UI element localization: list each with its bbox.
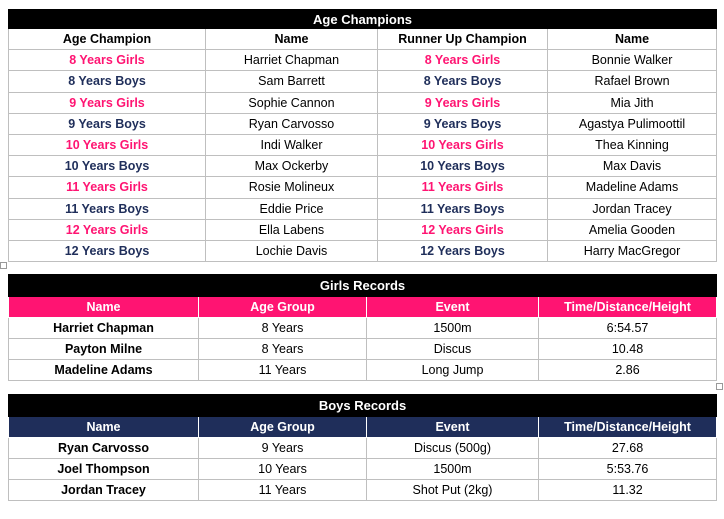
table-row bbox=[9, 480, 717, 501]
champion-cell: Sophie Cannon bbox=[206, 92, 378, 113]
record-event-cell: Discus (500g) bbox=[367, 438, 539, 459]
girls-records-header-row bbox=[9, 297, 717, 318]
record-age-cell: 8 Years bbox=[199, 318, 367, 339]
boys-records-header-row bbox=[9, 417, 717, 438]
record-result-cell: 2.86 bbox=[539, 360, 717, 381]
record-event-cell: Long Jump bbox=[367, 360, 539, 381]
runner-cell: Bonnie Walker bbox=[548, 50, 717, 71]
runner-group-cell: 9 Years Boys bbox=[378, 113, 548, 134]
runner-cell: Jordan Tracey bbox=[548, 198, 717, 219]
boys-records-title: Boys Records bbox=[9, 395, 717, 417]
record-age-cell: 8 Years bbox=[199, 339, 367, 360]
runner-cell: Agastya Pulimoottil bbox=[548, 113, 717, 134]
age-group-cell: 9 Years Girls bbox=[9, 92, 206, 113]
table-row bbox=[9, 219, 717, 240]
age-champions-title-row bbox=[9, 10, 717, 29]
girls-records-title-row bbox=[9, 275, 717, 297]
boys-records-title-row bbox=[9, 395, 717, 417]
runner-cell: Amelia Gooden bbox=[548, 219, 717, 240]
champion-cell: Rosie Molineux bbox=[206, 177, 378, 198]
age-group-cell: 12 Years Boys bbox=[9, 240, 206, 261]
record-event-cell: Discus bbox=[367, 339, 539, 360]
champion-cell: Max Ockerby bbox=[206, 156, 378, 177]
table-row bbox=[9, 198, 717, 219]
header-age-champion: Age Champion bbox=[9, 29, 206, 50]
record-name-cell: Harriet Chapman bbox=[9, 318, 199, 339]
age-group-cell: 10 Years Boys bbox=[9, 156, 206, 177]
boys-records-table bbox=[8, 394, 717, 501]
table-row bbox=[9, 134, 717, 155]
age-group-cell: 11 Years Girls bbox=[9, 177, 206, 198]
runner-group-cell: 12 Years Girls bbox=[378, 219, 548, 240]
header-runner-name: Name bbox=[548, 29, 717, 50]
record-name-cell: Madeline Adams bbox=[9, 360, 199, 381]
header-runner-up: Runner Up Champion bbox=[378, 29, 548, 50]
age-champions-header-row bbox=[9, 29, 717, 50]
table-row bbox=[9, 318, 717, 339]
girls-records-table bbox=[8, 274, 717, 381]
header-name: Name bbox=[206, 29, 378, 50]
table-row bbox=[9, 92, 717, 113]
age-group-cell: 12 Years Girls bbox=[9, 219, 206, 240]
header-result: Time/Distance/Height bbox=[539, 297, 717, 318]
age-group-cell: 10 Years Girls bbox=[9, 134, 206, 155]
record-name-cell: Joel Thompson bbox=[9, 459, 199, 480]
record-event-cell: 1500m bbox=[367, 318, 539, 339]
runner-group-cell: 12 Years Boys bbox=[378, 240, 548, 261]
table-row bbox=[9, 113, 717, 134]
record-age-cell: 10 Years bbox=[199, 459, 367, 480]
runner-group-cell: 11 Years Girls bbox=[378, 177, 548, 198]
champion-cell: Indi Walker bbox=[206, 134, 378, 155]
record-event-cell: 1500m bbox=[367, 459, 539, 480]
age-group-cell: 8 Years Girls bbox=[9, 50, 206, 71]
age-champions-table bbox=[8, 9, 717, 262]
champion-cell: Eddie Price bbox=[206, 198, 378, 219]
girls-records-title: Girls Records bbox=[9, 275, 717, 297]
runner-cell: Harry MacGregor bbox=[548, 240, 717, 261]
runner-group-cell: 8 Years Boys bbox=[378, 71, 548, 92]
header-age-group: Age Group bbox=[199, 297, 367, 318]
runner-group-cell: 10 Years Girls bbox=[378, 134, 548, 155]
table-row bbox=[9, 50, 717, 71]
header-name: Name bbox=[9, 417, 199, 438]
record-name-cell: Payton Milne bbox=[9, 339, 199, 360]
record-age-cell: 11 Years bbox=[199, 480, 367, 501]
record-name-cell: Jordan Tracey bbox=[9, 480, 199, 501]
table-row bbox=[9, 156, 717, 177]
record-name-cell: Ryan Carvosso bbox=[9, 438, 199, 459]
table-row bbox=[9, 240, 717, 261]
table-row bbox=[9, 459, 717, 480]
record-result-cell: 6:54.57 bbox=[539, 318, 717, 339]
record-result-cell: 27.68 bbox=[539, 438, 717, 459]
record-age-cell: 11 Years bbox=[199, 360, 367, 381]
record-event-cell: Shot Put (2kg) bbox=[367, 480, 539, 501]
record-result-cell: 11.32 bbox=[539, 480, 717, 501]
runner-cell: Max Davis bbox=[548, 156, 717, 177]
champion-cell: Lochie Davis bbox=[206, 240, 378, 261]
table-row bbox=[9, 438, 717, 459]
record-age-cell: 9 Years bbox=[199, 438, 367, 459]
header-age-group: Age Group bbox=[199, 417, 367, 438]
record-result-cell: 10.48 bbox=[539, 339, 717, 360]
runner-cell: Thea Kinning bbox=[548, 134, 717, 155]
table-row bbox=[9, 177, 717, 198]
table-row bbox=[9, 339, 717, 360]
age-champions-title: Age Champions bbox=[9, 10, 717, 29]
record-result-cell: 5:53.76 bbox=[539, 459, 717, 480]
runner-cell: Madeline Adams bbox=[548, 177, 717, 198]
runner-cell: Rafael Brown bbox=[548, 71, 717, 92]
header-event: Event bbox=[367, 417, 539, 438]
runner-group-cell: 10 Years Boys bbox=[378, 156, 548, 177]
champion-cell: Harriet Chapman bbox=[206, 50, 378, 71]
age-group-cell: 9 Years Boys bbox=[9, 113, 206, 134]
table-row bbox=[9, 360, 717, 381]
runner-cell: Mia Jith bbox=[548, 92, 717, 113]
header-event: Event bbox=[367, 297, 539, 318]
table-resize-handle-icon[interactable] bbox=[716, 383, 723, 390]
runner-group-cell: 8 Years Girls bbox=[378, 50, 548, 71]
header-name: Name bbox=[9, 297, 199, 318]
age-group-cell: 8 Years Boys bbox=[9, 71, 206, 92]
champion-cell: Ryan Carvosso bbox=[206, 113, 378, 134]
runner-group-cell: 11 Years Boys bbox=[378, 198, 548, 219]
header-result: Time/Distance/Height bbox=[539, 417, 717, 438]
table-row bbox=[9, 71, 717, 92]
champion-cell: Ella Labens bbox=[206, 219, 378, 240]
champion-cell: Sam Barrett bbox=[206, 71, 378, 92]
runner-group-cell: 9 Years Girls bbox=[378, 92, 548, 113]
table-move-handle-icon[interactable] bbox=[0, 262, 7, 269]
age-group-cell: 11 Years Boys bbox=[9, 198, 206, 219]
